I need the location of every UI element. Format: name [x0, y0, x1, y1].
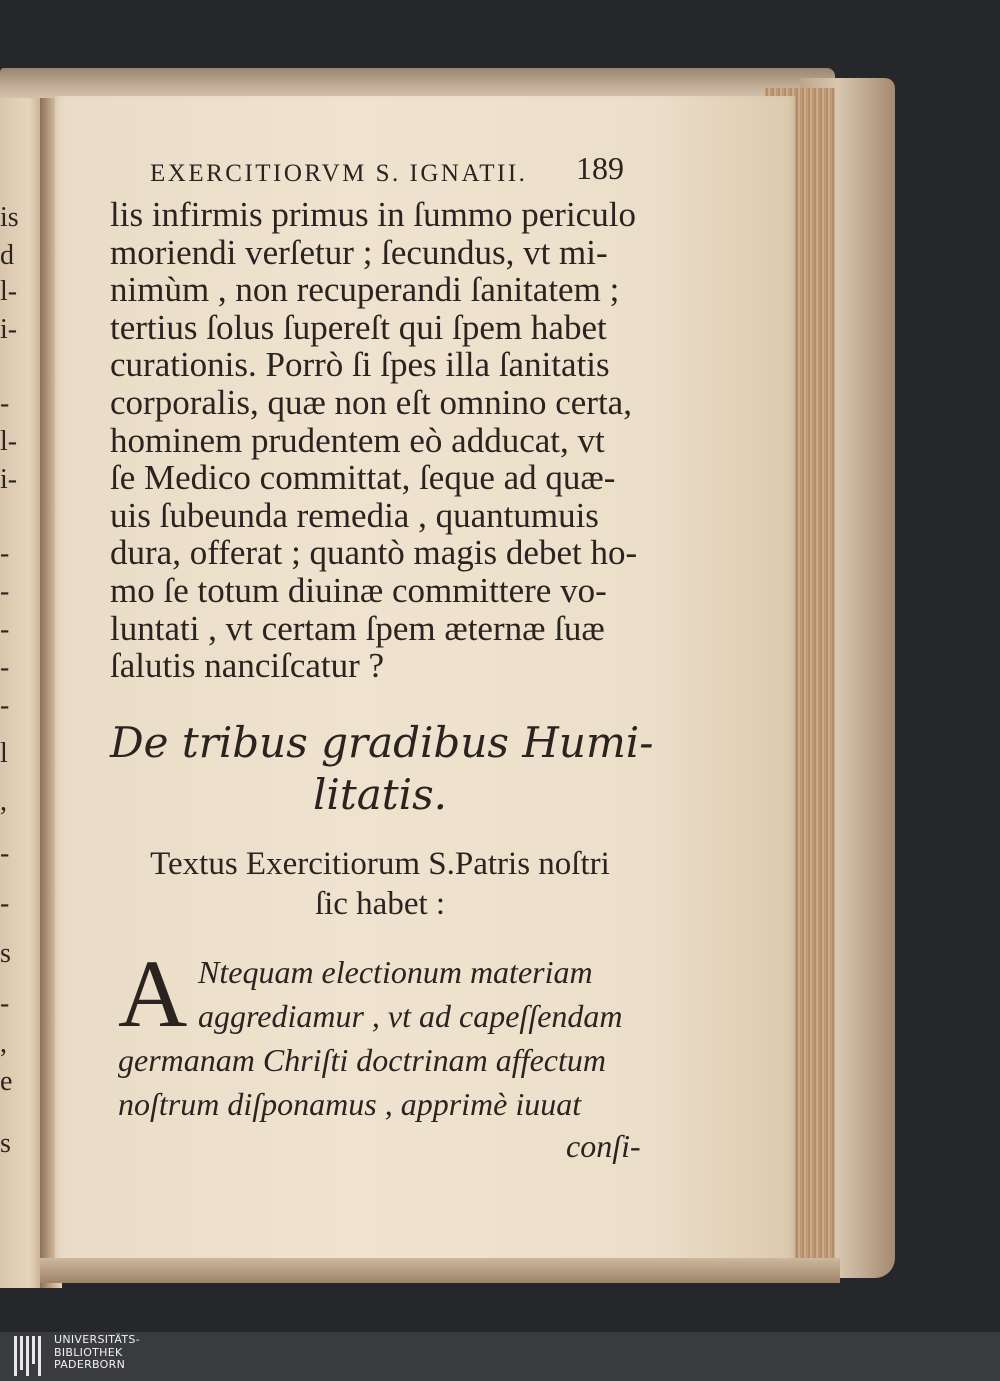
library-name-line: UNIVERSITÄTS- — [54, 1333, 140, 1346]
subheading-line-1: Textus Exercitiorum S.Patris noſtri — [150, 846, 610, 882]
body-text — [110, 196, 650, 685]
body-line: ſalutis nanciſcatur ? — [110, 646, 385, 686]
body-line: nimùm , non recuperandi ſanitatem ; — [110, 270, 620, 310]
quote-line: aggrediamur , vt ad capeſſendam — [198, 998, 623, 1034]
book-bottom-edge — [40, 1258, 840, 1283]
body-line: luntati , vt certam ſpem æternæ ſuæ — [110, 608, 605, 648]
subheading-line-2: ſic habet : — [314, 886, 446, 922]
body-line: hominem prudentem eò adducat, vt — [110, 420, 605, 460]
body-line: lis infirmis primus in ſummo periculo — [110, 195, 636, 234]
catchword: conſi- — [566, 1128, 641, 1164]
library-name-line: PADERBORN — [54, 1358, 126, 1371]
quoted-text — [118, 950, 648, 1126]
drop-capital: A — [118, 940, 188, 1047]
body-line: ſe Medico committat, ſeque ad quæ- — [110, 458, 616, 498]
body-line: mo ſe totum diuinæ committere vo- — [110, 570, 607, 610]
page-number: 189 — [576, 150, 624, 186]
footer-bar — [0, 1332, 1000, 1381]
body-line: curationis. Porrò ſi ſpes illa ſanitatis — [110, 345, 610, 385]
quote-line: Ntequam electionum materiam — [198, 954, 593, 990]
body-line: dura, offerat ; quantò magis debet ho- — [110, 533, 638, 573]
body-line: corporalis, quæ non eſt omnino certa, — [110, 382, 632, 422]
body-line: moriendi verſetur ; ſecundus, vt mi- — [110, 232, 608, 272]
body-line: uis ſubeunda remedia , quantumuis — [110, 495, 599, 535]
body-line: tertius ſolus ſupereſt qui ſpem habet — [110, 307, 607, 347]
section-heading-line-1: De tribus gradibus Humi- — [110, 718, 654, 767]
library-name-line: BIBLIOTHEK — [54, 1345, 123, 1359]
library-name — [54, 1334, 140, 1372]
running-title: EXERCITIORVM S. IGNATII. — [150, 160, 528, 187]
quote-line: noſtrum diſponamus , apprimè iuuat — [118, 1086, 582, 1122]
library-logo-bars-icon — [14, 1336, 46, 1376]
section-heading-line-2: litatis. — [313, 770, 447, 819]
quote-line: germanam Chriſti doctrinam affectum — [118, 1042, 606, 1078]
